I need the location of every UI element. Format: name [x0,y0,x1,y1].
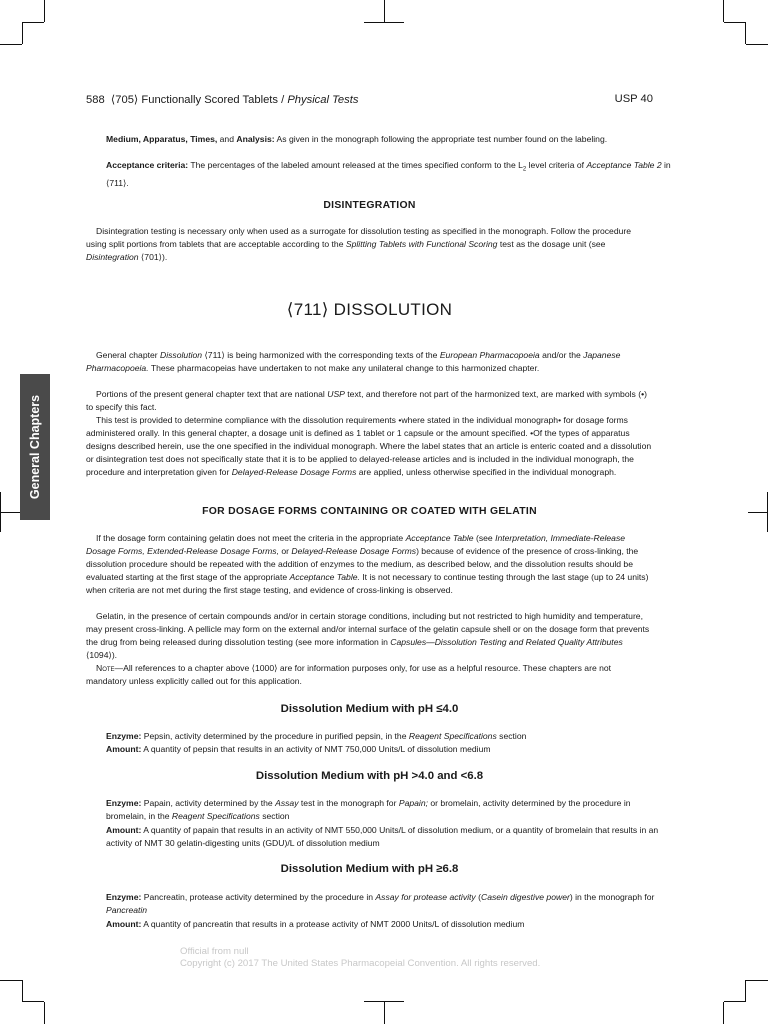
disintegration-ref: Splitting Tablets with Functional Scoring [345,239,498,249]
side-tab [20,374,50,520]
enzyme-label: Enzyme: [106,731,142,741]
crop-mark [384,0,385,22]
intro-paragraph-1 [86,349,653,375]
crop-mark [384,1002,385,1024]
intro-ref: European Pharmacopoeia [439,350,540,360]
crop-mark [22,22,23,44]
intro-text: • for dosage forms administered orally. In this general chapter, a dosage unit is defined as 1 tablet or 1 capsule or the amount specified. •Of the types of apparatus designs described herein, use the one specified in the individual monograph. Where the label states that an article is enteric coated and a dissolution or disintegration test does not specifically state that it is to be applied to delayed-release articles and is included in the individual monograph, the procedure and interpretation given for [86,415,652,477]
amount-label: Amount: [106,919,142,929]
crop-mark [44,0,45,22]
enzyme-text: Papain, activity determined by the [141,798,276,808]
gelatin-ref: Capsules—Dissolution Testing and Related Quality Attributes [390,637,623,647]
side-tab-label: General Chapters [28,394,42,500]
intro-ref: Delayed-Release Dosage Forms [231,467,357,477]
enzyme-ref: Reagent Specifications [171,811,260,821]
disintegration-text: Disintegration testing is necessary only when used as a surrogate for dissolution testing as specified in the monograph. Follow the procedure using split portions from tablets that are acceptable according to the [86,226,632,249]
enzyme-text: Pepsin, activity determined by the procedure in purified pepsin, in the [141,731,409,741]
map-and: and [217,134,237,144]
edition-label: USP 40 [614,93,653,105]
crop-mark [44,1002,45,1024]
intro-paragraph-2 [86,388,653,414]
section-name: Physical Tests [287,94,359,106]
chapter-ref: ⟨705⟩ Functionally Scored Tablets [110,94,278,106]
crop-mark [724,22,746,23]
copyright-footer [180,946,540,970]
crop-mark [364,22,404,23]
map-text: As given in the monograph following the appropriate test number found on the labeling. [274,134,608,144]
gelatin-text: ⟨1094⟩). [86,650,118,660]
medium-heading-1: Dissolution Medium with pH ≤4.0 [280,703,459,715]
medium-heading-3: Dissolution Medium with pH ≥6.8 [280,863,459,875]
disintegration-heading: DISINTEGRATION [323,200,416,211]
footer-line-2: Copyright (c) 2017 The United States Pharmacopeial Convention. All rights reserved. [180,958,541,969]
gelatin-text: Gelatin, in the presence of certain compounds and/or in certain storage conditions, including but not restricted to high humidity and temperature, may present cross-linking. A pellicle may form on the external and/or internal surface of the gelatin capsule shell or on the dosage form that prevents the drug from being released during dissolution testing (see more information in [86,611,650,647]
enzyme-line-1 [86,730,673,743]
enzyme-label: Enzyme: [106,798,142,808]
usp-symbol: • [641,389,645,399]
crop-mark [746,980,768,981]
chapter-title: ⟨711⟩ DISSOLUTION [286,300,453,319]
footer-line-1: Official from null [180,946,249,957]
crop-mark [22,1001,44,1002]
amount-text: A quantity of pepsin that results in an activity of NMT 750,000 Units/L of dissolution medium [141,744,491,754]
gelatin-text: ) because of evidence of the presence of cross-linking, the dissolution procedure should be repeated with the addition of enzymes to the medium, as described below, and the dissolution results should be evaluated starting at the first stage of the appropriate [86,546,639,582]
crop-mark [0,980,22,981]
medium-apparatus-paragraph [86,133,673,146]
intro-text: General chapter [96,350,161,360]
medium-heading-2: Dissolution Medium with pH >4.0 and <6.8 [255,770,484,782]
intro-text: •where stated in the individual monograph [398,415,559,425]
intro-text: Portions of the present general chapter text that are national [96,389,328,399]
acceptance-text: The percentages of the labeled amount released at the times specified conform to the L [188,160,523,170]
intro-ref: Japanese Pharmacopoeia. [86,350,621,373]
gelatin-ref: Acceptance Table. [289,572,360,582]
gelatin-text: It is not necessary to continue testing through the last stage (up to 24 units) when criteria are not met during the first stage testing, and evidence of cross-linking is observed. [86,572,649,595]
crop-mark [724,1001,746,1002]
gelatin-paragraph-1 [86,532,653,597]
page-number: 588 [86,94,105,106]
amount-label: Amount: [106,825,142,835]
running-header: 588 ⟨705⟩ Functionally Scored Tablets / Physical Tests USP 40 [86,93,653,106]
enzyme-ref: Pancreatin [106,905,148,915]
gelatin-heading: FOR DOSAGE FORMS CONTAINING OR COATED WITH GELATIN [202,506,537,517]
intro-text: text, and therefore not part of the harmonized text, are marked with symbols ( [344,389,642,399]
enzyme-ref: Assay for protease activity [375,892,476,902]
acceptance-text2: level criteria of [526,160,587,170]
amount-label: Amount: [106,744,142,754]
intro-ref: USP [327,389,345,399]
enzyme-ref: Reagent Specifications [408,731,497,741]
disintegration-ref2: Disintegration [86,252,139,262]
gelatin-ref: Acceptance Table [405,533,474,543]
amount-text: A quantity of pancreatin that results in a protease activity of NMT 2000 Units/L of dissolution medium [141,919,525,929]
crop-mark [723,1002,724,1024]
gelatin-paragraph-2 [86,610,653,662]
acceptance-paragraph [86,159,673,190]
note-label: Note [96,663,115,673]
enzyme-text: ( [475,892,481,902]
crop-mark [22,22,44,23]
disintegration-text3: ⟨701⟩). [138,252,168,262]
crop-mark [746,44,768,45]
acceptance-table-ref: Acceptance Table 2 [586,160,662,170]
crop-mark [0,44,22,45]
acceptance-label: Acceptance criteria: [106,160,189,170]
intro-text: ⟨711⟩ is being harmonized with the corresponding texts of the [202,350,440,360]
disintegration-text2: test as the dosage unit (see [497,239,606,249]
enzyme-text: section [496,731,527,741]
amount-line-1 [86,743,673,756]
enzyme-label: Enzyme: [106,892,142,902]
crop-mark [745,980,746,1002]
crop-mark [0,512,20,513]
enzyme-ref: Casein digestive power [480,892,570,902]
acceptance-text3: in ⟨711⟩. [106,160,671,188]
crop-mark [723,0,724,22]
crop-mark [748,512,768,513]
gelatin-text: (see [473,533,496,543]
intro-text: are applied, unless otherwise specified in the individual monograph. [356,467,617,477]
enzyme-ref: Assay [275,798,299,808]
enzyme-text: or bromelain, activity determined by the procedure in bromelain, in the [106,798,631,821]
gelatin-text: If the dosage form containing gelatin does not meet the criteria in the appropriate [96,533,406,543]
intro-text: ) to specify this fact. [86,389,647,412]
enzyme-text: test in the monograph for [298,798,399,808]
map-label2: Analysis: [236,134,275,144]
enzyme-line-2 [86,797,673,823]
map-label: Medium, Apparatus, Times, [106,134,218,144]
acceptance-sub: 2 [522,166,527,173]
gelatin-ref: Interpretation, Immediate-Release Dosage Forms, Extended-Release Dosage Forms, [86,533,626,556]
amount-line-2 [86,824,673,850]
intro-text: These pharmacopeias have undertaken to not make any unilateral change to this harmonized chapter. [148,363,540,373]
enzyme-text: ) in the monograph for [569,892,655,902]
gelatin-text: or [278,546,292,556]
intro-text: This test is provided to determine compliance with the dissolution requirements [96,415,399,425]
gelatin-ref: Delayed-Release Dosage Forms [291,546,417,556]
intro-paragraph-3 [86,414,653,479]
crop-mark [22,980,23,1002]
disintegration-paragraph [86,225,653,264]
intro-text: and/or the [539,350,584,360]
enzyme-text: section [259,811,290,821]
amount-text: A quantity of papain that results in an activity of NMT 550,000 Units/L of dissolution medium, or a quantity of bromelain that results in an activity of NMT 30 gelatin-digesting units (GDU)/L of dissolution medium [106,825,659,848]
crop-mark [745,22,746,44]
intro-ref: Dissolution [160,350,203,360]
enzyme-text: Pancreatin, protease activity determined by the procedure in [141,892,376,902]
enzyme-ref: Papain; [398,798,428,808]
note-text: —All references to a chapter above ⟨1000⟩ are for information purposes only, for use as a helpful resource. These chapters are not mandatory unless explicitly called out for this application. [86,663,612,686]
crop-mark [0,492,1,532]
enzyme-line-3 [86,891,673,917]
note-paragraph [86,662,653,688]
amount-line-3 [86,918,673,931]
